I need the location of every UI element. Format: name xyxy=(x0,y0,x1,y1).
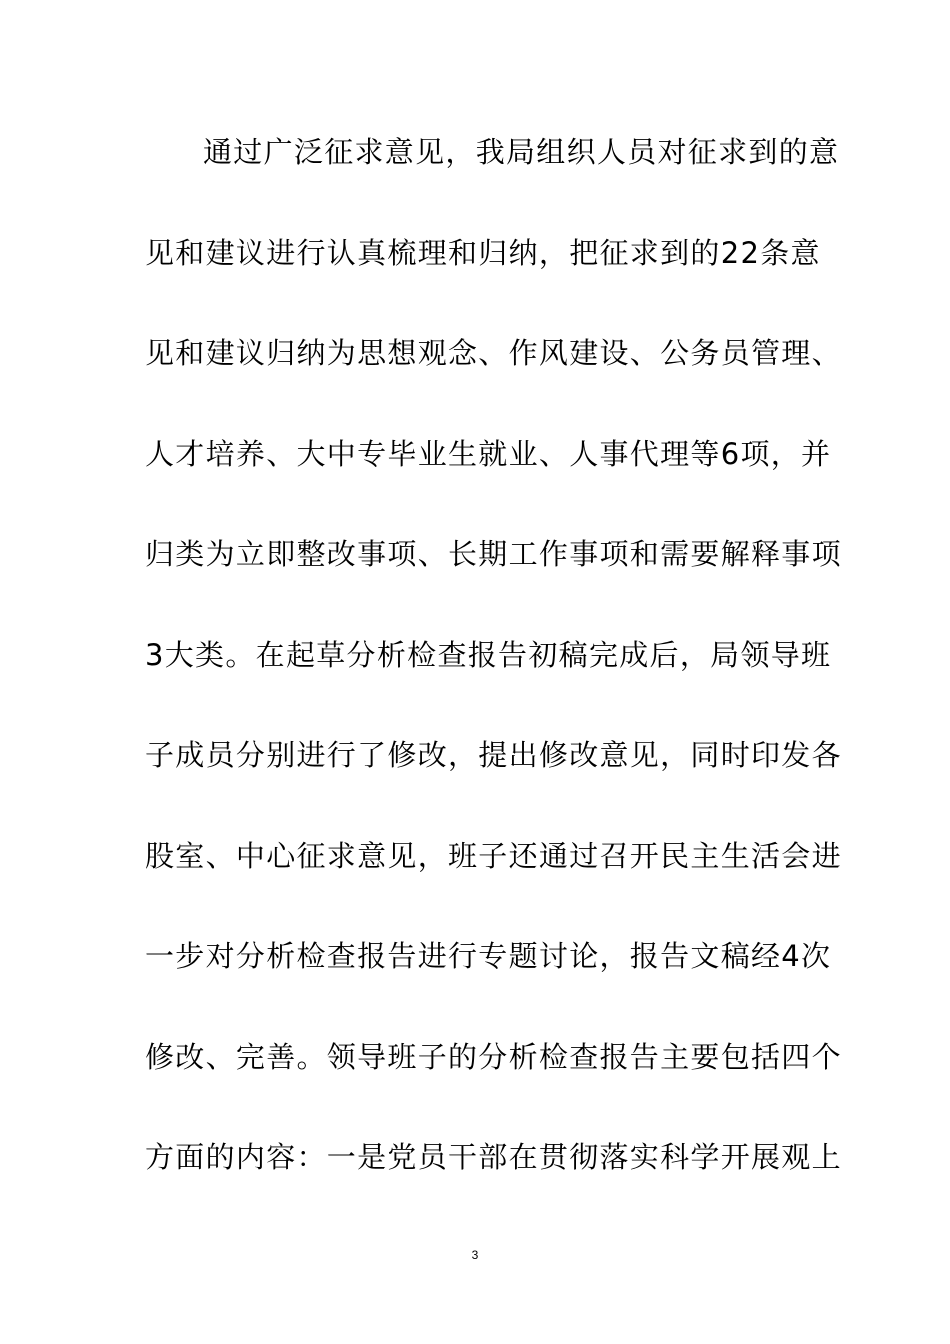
paragraph-line: 股室、中心征求意见，班子还通过召开民主生活会进 xyxy=(145,838,842,873)
paragraph-line: 子成员分别进行了修改，提出修改意见，同时印发各 xyxy=(145,738,842,772)
body-paragraph xyxy=(145,127,842,1233)
page-number: 3 xyxy=(471,1248,479,1262)
paragraph-line: 见和建议归纳为思想观念、作风建设、公务员管理、 xyxy=(145,336,842,370)
paragraph-line: 3大类。在起草分析检查报告初稿完成后，局领导班 xyxy=(145,637,832,672)
paragraph-line: 一步对分析检查报告进行专题讨论，报告文稿经4次 xyxy=(145,939,832,973)
paragraph-line: 通过广泛征求意见，我局组织人员对征求到的意 xyxy=(203,135,840,169)
paragraph-line: 方面的内容：一是党员干部在贯彻落实科学开展观上 xyxy=(145,1140,842,1174)
paragraph-line: 人才培养、大中专毕业生就业、人事代理等6项，并 xyxy=(145,436,832,471)
paragraph-line: 修改、完善。领导班子的分析检查报告主要包括四个 xyxy=(145,1039,842,1074)
paragraph-line: 归类为立即整改事项、长期工作事项和需要解释事项 xyxy=(145,537,842,571)
paragraph-line: 见和建议进行认真梳理和归纳，把征求到的22条意 xyxy=(145,235,821,270)
